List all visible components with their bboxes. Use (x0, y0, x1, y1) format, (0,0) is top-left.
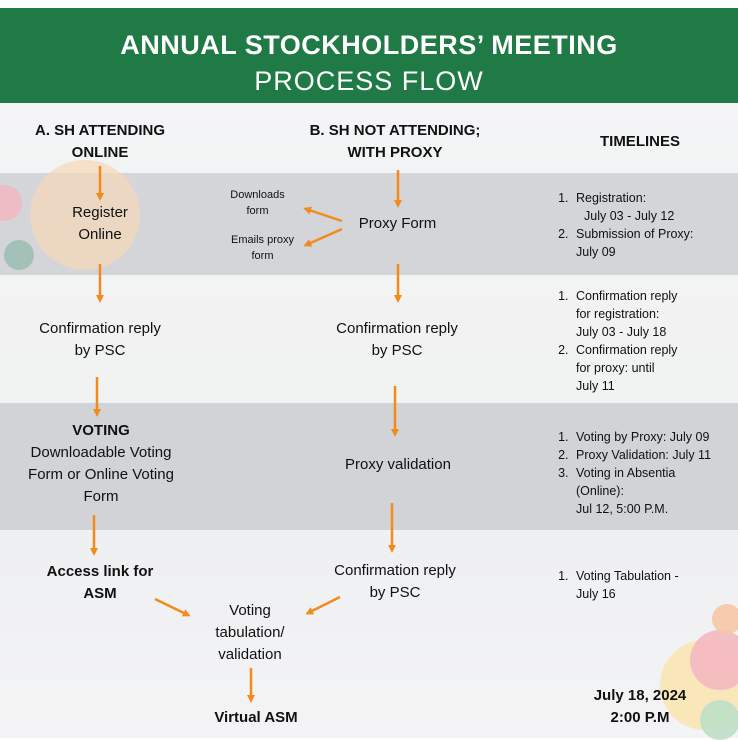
timeline-item: 1. Confirmation reply for registration: July 03 - July 18 (572, 287, 730, 341)
arrow-b5 (308, 597, 340, 613)
timeline-item: 1. Voting by Proxy: July 09 (572, 428, 735, 446)
arrow-a5 (155, 599, 188, 615)
timeline-item: 2. Confirmation reply for proxy: until July 11 (572, 341, 730, 395)
register-online-node: Register Online (72, 204, 128, 243)
arrow-b-downloads (306, 209, 342, 221)
meeting-date: July 18, 2024 2:00 P.M (593, 687, 687, 726)
timeline-item: 1. Registration: July 03 - July 12 (572, 189, 730, 225)
timelines-title: TIMELINES (599, 133, 680, 150)
access-link-node: Access link for ASM (46, 563, 154, 602)
emails-proxy-form-node: Emails proxy form (231, 234, 294, 262)
voting-tabulation-node: Voting tabulation/ validation (215, 602, 285, 663)
column-a-title: A. SH ATTENDING ONLINE (35, 122, 165, 161)
page-title: ANNUAL STOCKHOLDERS’ MEETING (120, 30, 618, 60)
proxy-form-node: Proxy Form (358, 215, 437, 232)
arrow-b-emails (306, 229, 342, 245)
column-b-title: B. SH NOT ATTENDING; WITH PROXY (309, 122, 481, 161)
confirmation-reply-b2-node: Confirmation reply by PSC (334, 562, 456, 601)
confirmation-reply-a-node: Confirmation reply by PSC (39, 320, 161, 359)
timeline-item: 2. Submission of Proxy: July 09 (572, 225, 730, 261)
page-subtitle: PROCESS FLOW (254, 66, 484, 96)
timeline-item: 1. Voting Tabulation - July 16 (572, 567, 730, 603)
timeline-item: 2. Proxy Validation: July 11 (572, 446, 735, 464)
virtual-asm-node: Virtual ASM (214, 709, 298, 726)
proxy-validation-node: Proxy validation (345, 456, 451, 473)
voting-node: VOTING Downloadable Voting Form or Online Voting Form (28, 422, 174, 505)
confirmation-reply-b1-node: Confirmation reply by PSC (336, 320, 458, 359)
timeline-item: 3. Voting in Absentia (Online): Jul 12, 5:00 P.M. (572, 464, 735, 518)
downloads-form-node: Downloads form (230, 189, 285, 217)
